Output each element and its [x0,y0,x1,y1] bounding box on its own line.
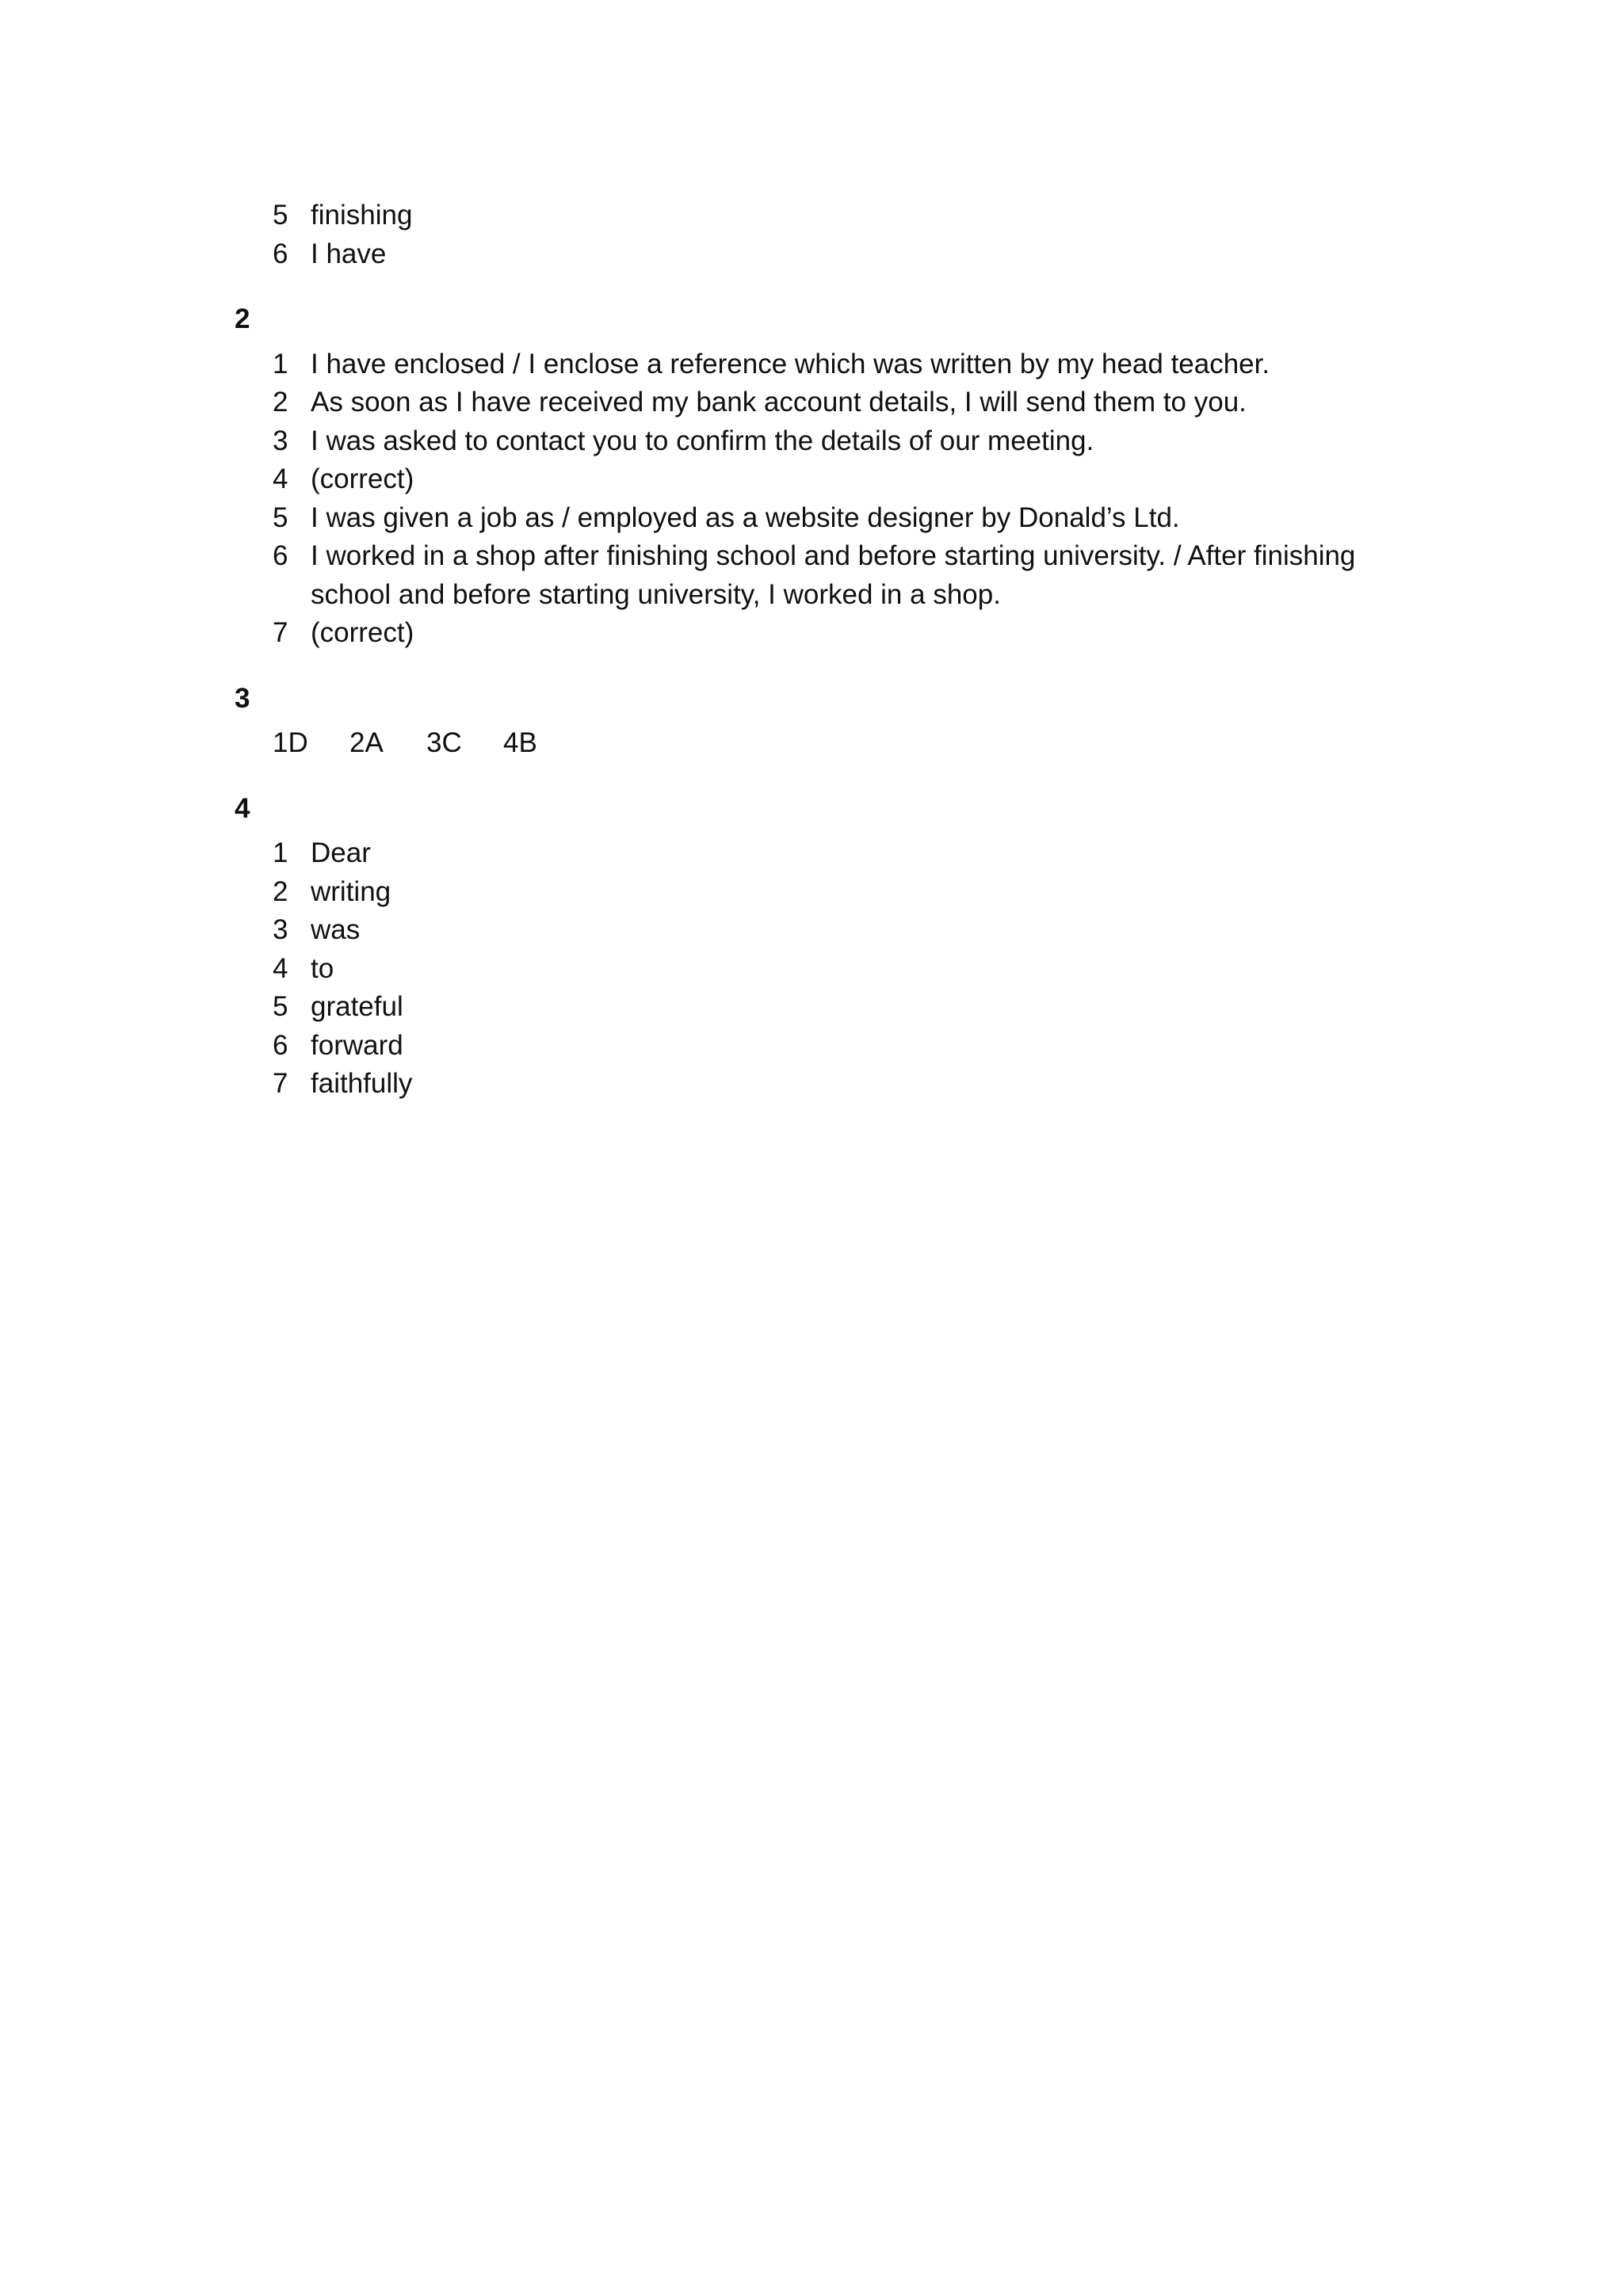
list-item [235,614,1384,653]
section-continued-list [235,196,1384,273]
item-number: 6 [273,238,288,269]
item-text: forward [311,1029,403,1061]
list-item [235,988,1384,1027]
item-number: 7 [273,1068,288,1099]
item-text: I worked in a shop after finishing school and before starting university. / After finishing school and before starting university, I worked in a shop. [311,540,1356,610]
list-item [235,834,1384,873]
answer-item: 4B [503,727,537,758]
section-heading-2: 2 [235,303,250,334]
answer-item: 3C [426,727,462,758]
item-number: 4 [273,463,288,494]
item-number: 5 [273,502,288,533]
item-text: (correct) [311,463,414,494]
list-item [235,499,1384,538]
item-text: faithfully [311,1068,413,1099]
item-text: Dear [311,837,371,868]
item-number: 3 [273,425,288,456]
section-2-list [235,345,1384,653]
list-item [235,537,1384,614]
item-text: I was asked to contact you to confirm the details of our meeting. [311,425,1094,456]
item-number: 6 [273,1029,288,1061]
answer-key-content [235,196,1384,1104]
list-item [235,383,1384,422]
item-text: I have [311,238,387,269]
list-item [235,196,1384,235]
item-text: finishing [311,200,413,231]
list-item [235,235,1384,274]
section-heading-4: 4 [235,792,250,824]
list-item [235,1065,1384,1104]
item-number: 4 [273,952,288,984]
list-item [235,345,1384,384]
item-text: (correct) [311,617,414,648]
list-item [235,911,1384,950]
item-number: 3 [273,914,288,945]
list-item [235,460,1384,499]
list-item [235,950,1384,989]
item-number: 5 [273,991,288,1022]
item-number: 1 [273,837,288,868]
item-text: As soon as I have received my bank account details, I will send them to you. [311,387,1247,418]
answer-item: 1D [273,727,308,758]
section-3-answers [273,724,1384,763]
item-text: grateful [311,991,403,1022]
item-text: I have enclosed / I enclose a reference which was written by my head teacher. [311,348,1270,379]
item-number: 1 [273,348,288,379]
section-heading-3: 3 [235,682,250,714]
section-4-list [235,834,1384,1104]
answer-item: 2A [349,727,384,758]
item-number: 2 [273,875,288,907]
item-number: 5 [273,200,288,231]
item-text: I was given a job as / employed as a website designer by Donald’s Ltd. [311,502,1180,533]
list-item [235,873,1384,912]
item-text: to [311,952,334,984]
list-item [235,1027,1384,1066]
item-number: 7 [273,617,288,648]
item-text: was [311,914,361,945]
item-text: writing [311,875,391,907]
list-item [235,422,1384,461]
item-number: 2 [273,387,288,418]
item-number: 6 [273,540,288,571]
